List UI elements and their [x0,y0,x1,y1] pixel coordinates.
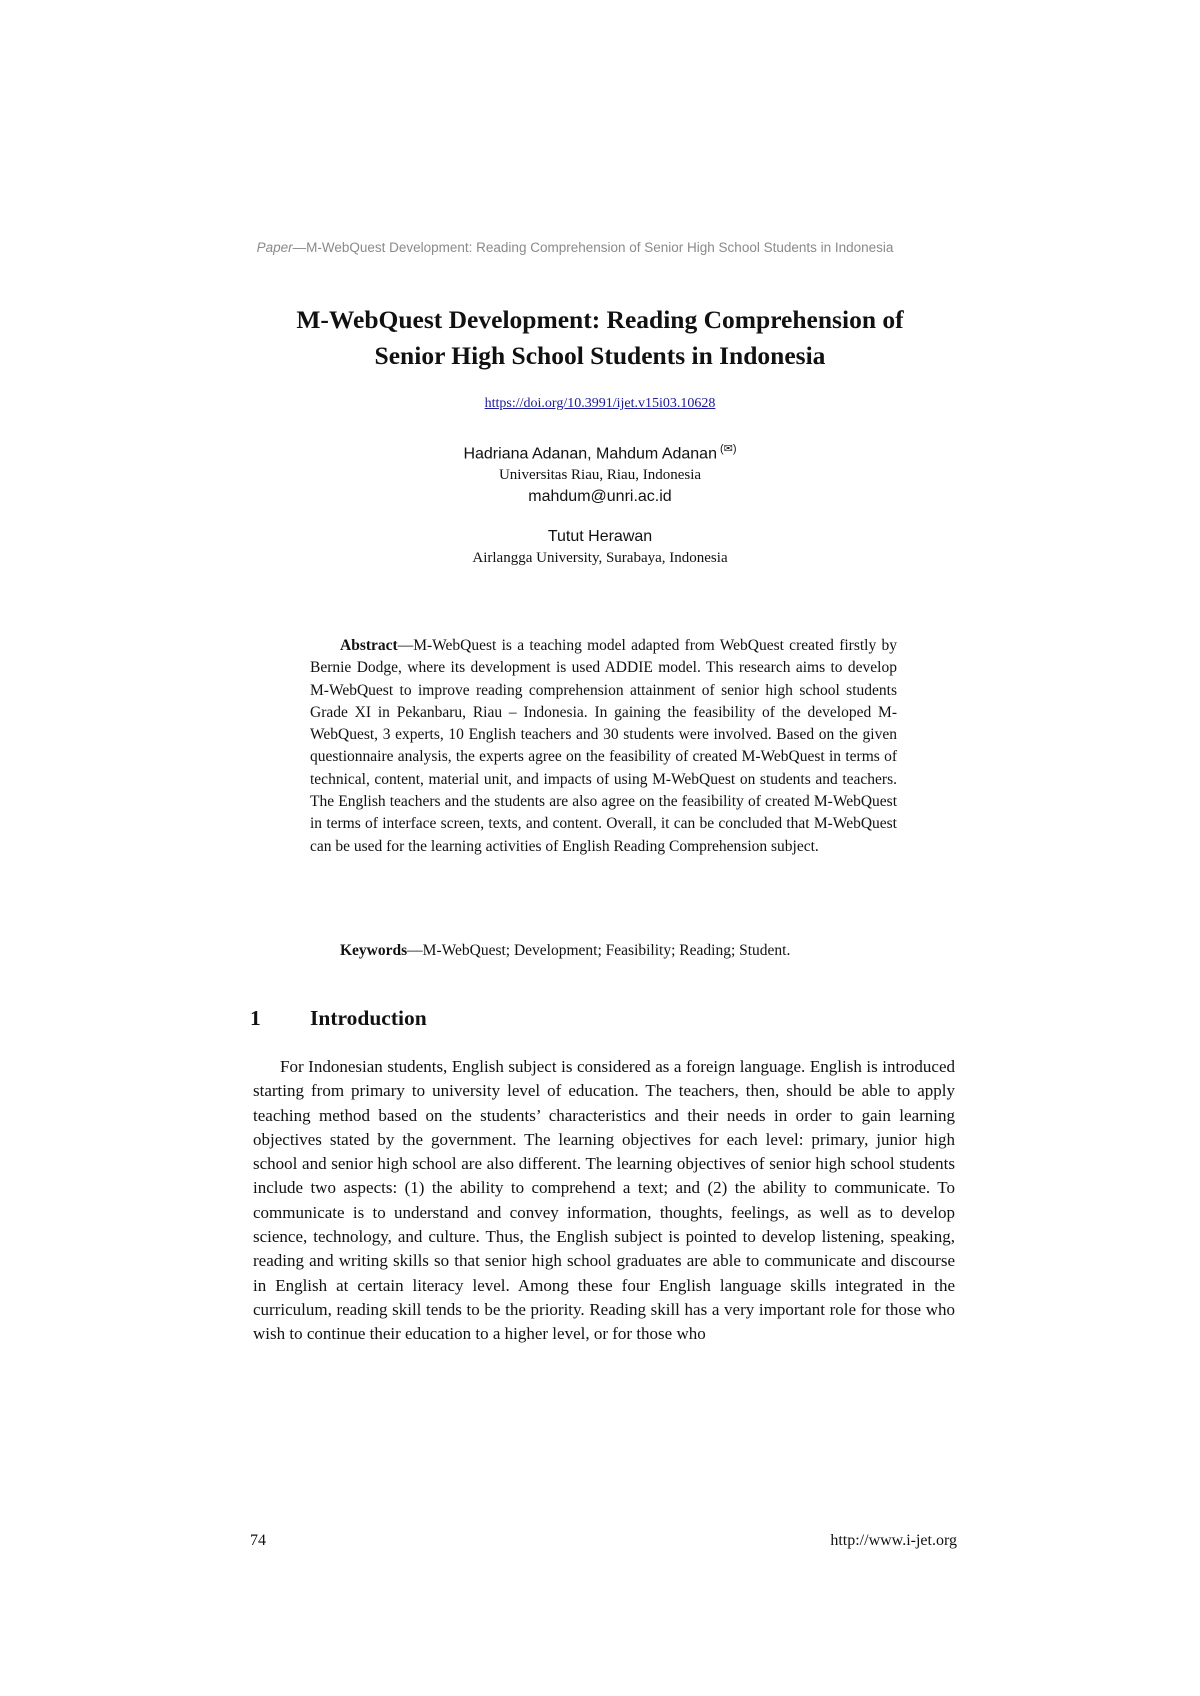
section-heading [250,1003,427,1033]
envelope-icon: (✉) [719,443,737,455]
page-number: 74 [250,1532,266,1549]
author-names-2: Tutut Herawan [547,528,653,546]
keywords [310,940,897,962]
author-names-1 [200,438,1000,465]
paper-title [200,302,1000,374]
body-paragraph: For Indonesian students, English subject is considered as a foreign language. English is introduced starting from primary to university level of education. The teachers, then, should be able to apply teaching method based on the students’ characteristics and their needs in order to gain learning objectives stated by the government. The learning objectives for each level: primary, junior high school and senior high school are also different. The learning objectives of senior high school students include two aspects: (1) the ability to comprehend a text; and (2) the ability to communicate. To communicate is to understand and convey information, thoughts, feelings, as well as to develop science, technology, and culture. Thus, the English subject is pointed to develop listening, speaking, reading and writing skills so that senior high school graduates are able to communicate and discourse in English at certain literacy level. Among these four English language skills integrated in the curriculum, reading skill tends to be the priority. Reading skill has a very important role for those who wish to continue their education to a higher level, or for those who [253,1057,955,1344]
author-affiliation-2: Airlangga University, Surabaya, Indonesia [472,550,728,567]
title-line-1: M-WebQuest Development: Reading Comprehension of [296,305,904,334]
running-header-label: Paper [256,240,293,255]
doi-link[interactable]: https://doi.org/10.3991/ijet.v15i03.10628 [484,396,716,411]
section-number: 1 [250,1006,261,1030]
running-header [200,240,950,255]
doi [200,396,1000,412]
abstract-text: —M-WebQuest is a teaching model adapted from WebQuest created firstly by Bernie Dodge, where its development is used ADDIE model. This research aims to develop M-WebQuest to improve reading comprehension attainment of senior high school students Grade XI in Pekanbaru, Riau – Indonesia. In gaining the feasibility of the developed M-WebQuest, 3 experts, 10 English teachers and 30 students were involved. Based on the given questionnaire analysis, the experts agree on the feasibility of created M-WebQuest in terms of technical, content, material unit, and impacts of using M-WebQuest on students and teachers. The English teachers and the students are also agree on the feasibility of created M-WebQuest in terms of interface screen, texts, and content. Overall, it can be concluded that M-WebQuest can be used for the learning activities of English Reading Comprehension subject. [310,637,897,855]
author-affiliation-1: Universitas Riau, Riau, Indonesia [498,467,702,484]
footer-url: http://www.i-jet.org [830,1532,957,1549]
author-names-text: Hadriana Adanan, Mahdum Adanan [463,445,717,463]
author-email[interactable]: mahdum@unri.ac.id [528,488,672,506]
title-line-2: Senior High School Students in Indonesia [374,341,826,370]
author-block [200,438,1000,569]
running-header-text: —M-WebQuest Development: Reading Comprehension of Senior High School Students in Indonesia [292,240,894,255]
keywords-text: —M-WebQuest; Development; Feasibility; Reading; Student. [407,942,791,959]
abstract-label: Abstract [340,637,398,654]
keywords-label: Keywords [340,942,408,959]
abstract [310,635,897,858]
section-title: Introduction [310,1006,427,1030]
